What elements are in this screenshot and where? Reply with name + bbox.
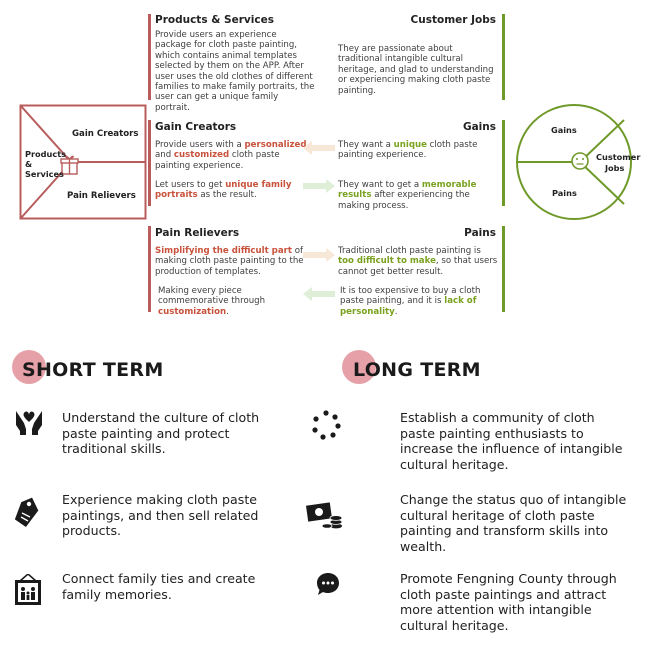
- hands-icon: [14, 407, 44, 437]
- money-icon: [305, 500, 345, 530]
- pains-title: Pains: [464, 227, 496, 239]
- gains-bar: [502, 120, 505, 206]
- pains-item-2: It is too expensive to buy a cloth paste painting, and it is lack of personality.: [340, 286, 481, 317]
- long-term-item-1: Establish a community of cloth paste painting enthusiasts to increase the influence of intangible cultural heritage.: [400, 410, 623, 472]
- pains-item-1: Traditional cloth paste painting is too difficult to make, so that users cannot get better result.: [338, 246, 498, 277]
- chat-icon: [316, 572, 340, 596]
- pain-relievers-item-2: Making every piece commemorative through customization.: [158, 286, 266, 317]
- label-amp: &: [25, 159, 33, 169]
- family-portrait-icon: [14, 574, 42, 606]
- arrow-pains-2: [303, 287, 335, 301]
- label-jobs: Jobs: [605, 163, 625, 173]
- gain-creators-item-1: Provide users with a personalized and customized cloth paste painting experience.: [155, 140, 307, 171]
- short-term-item-2: Experience making cloth paste paintings, and then sell related products.: [62, 492, 259, 539]
- long-term-heading: LONG TERM: [353, 359, 481, 381]
- label-pains: Pains: [552, 188, 577, 198]
- arrow-gains-2: [303, 179, 335, 193]
- gain-creators-title: Gain Creators: [155, 121, 237, 133]
- long-term-item-2: Change the status quo of intangible cultural heritage of cloth paste painting and transform skills into wealth.: [400, 492, 627, 554]
- tag-icon: [14, 495, 40, 529]
- pain-relievers-item-1: Simplifying the difficult part of making cloth paste painting to the production of templates.: [155, 246, 304, 277]
- customer-profile-circle: [514, 102, 634, 222]
- label-services: Services: [25, 169, 64, 179]
- pain-relievers-title: Pain Relievers: [155, 227, 240, 239]
- gain-creators-item-2: Let users to get unique family portraits as the result.: [155, 180, 292, 201]
- gain-creators-bar: [148, 120, 151, 206]
- gains-item-1: They want a unique cloth paste painting experience.: [338, 140, 478, 161]
- short-term-heading: SHORT TERM: [22, 359, 164, 381]
- community-icon: [311, 410, 341, 440]
- label-gain-creators: Gain Creators: [72, 129, 139, 139]
- label-pain-relievers: Pain Relievers: [67, 191, 136, 201]
- short-term-item-3: Connect family ties and create family memories.: [62, 571, 256, 602]
- pains-bar: [502, 226, 505, 312]
- gains-title: Gains: [462, 121, 496, 133]
- long-term-item-3: Promote Fengning County through cloth paste paintings and attract more attention with intangible cultural heritage.: [400, 571, 617, 633]
- arrow-gains-1: [303, 141, 335, 155]
- label-gains: Gains: [551, 125, 577, 135]
- arrow-pains-1: [303, 248, 335, 262]
- customer-jobs-title: Customer Jobs: [410, 14, 496, 26]
- face-icon: [572, 153, 588, 169]
- gains-item-2: They want to get a memorable results after experiencing the making process.: [338, 180, 477, 211]
- customer-jobs-bar: [502, 14, 505, 100]
- short-term-item-1: Understand the culture of cloth paste painting and protect traditional skills.: [62, 410, 260, 457]
- label-products: Products: [25, 149, 66, 159]
- label-customer: Customer: [596, 152, 641, 162]
- product-map-square: [19, 104, 147, 220]
- products-services-title: Products & Services: [155, 14, 274, 26]
- pain-relievers-bar: [148, 226, 151, 312]
- products-services-bar: [148, 14, 151, 100]
- products-services-text: Provide users an experience package for cloth paste painting, which contains animal templates selected by them on the APP. After user uses the old clothes of different families to make family portraits, the user can get a unique family portrait.: [155, 30, 315, 113]
- customer-jobs-text: They are passionate about traditional intangible cultural heritage, and glad to understanding or experiencing making cloth paste painting.: [338, 44, 494, 96]
